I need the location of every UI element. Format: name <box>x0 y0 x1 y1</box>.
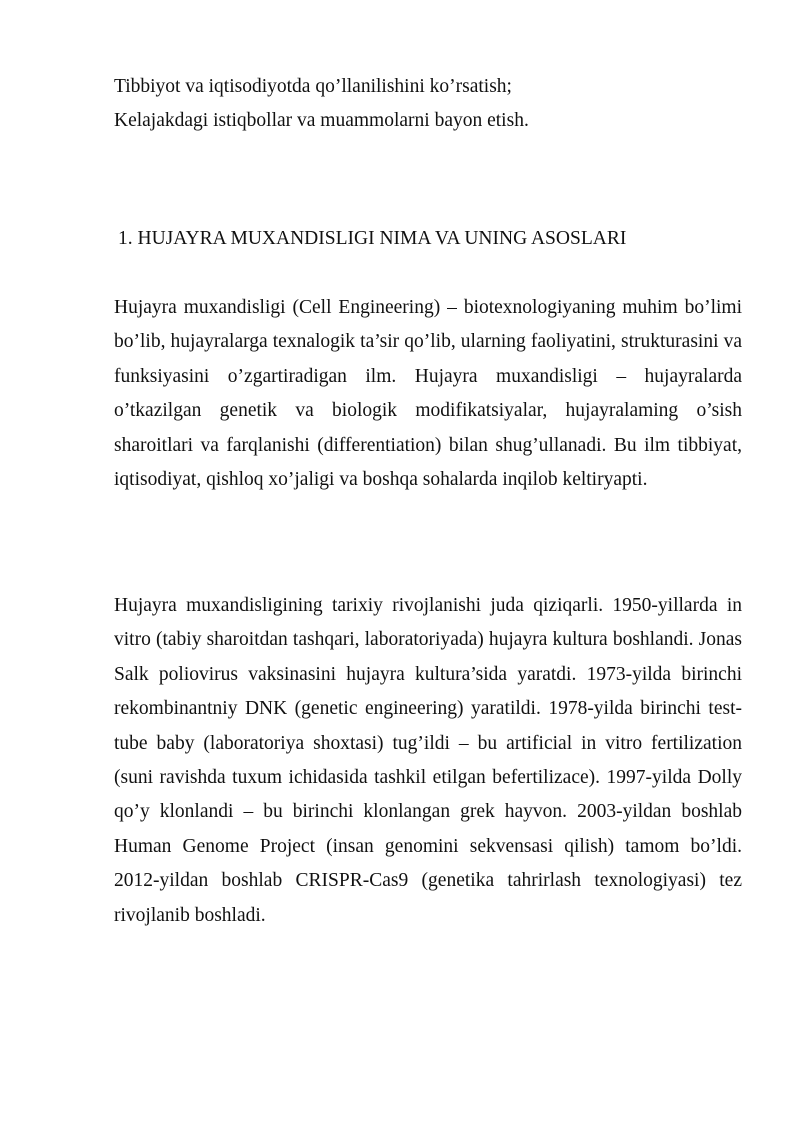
paragraph-history: Hujayra muxandisligining tarixiy rivojlanishi juda qiziqarli. 1950-yillarda in vitro (tabiy sharoitdan tashqari, laboratoriyada) hujayra kultura boshlandi. Jonas Salk poliovirus vaksinasini hujayra kultura’sida yaratdi. 1973-yilda birinchi rekombinantniy DNK (genetic engineering) yaratildi. 1978-yilda birinchi test-tube baby (laboratoriya shoxtasi) tug’ildi – bu artificial in vitro fertilization (suni ravishda tuxum ichidasida tashkil etilgan befertilizace). 1997-yilda Dolly qo’y klonlandi – bu birinchi klonlangan grek hayvon. 2003-yildan boshlab Human Genome Project (insan genomini sekvensasi qilish) tamom bo’ldi. 2012-yildan boshlab CRISPR-Cas9 (genetika tahrirlash texnologiyasi) tez rivojlanib boshladi. <box>114 595 742 926</box>
paragraph-definition: Hujayra muxandisligi (Cell Engineering) – biotexnologiyaning muhim bo’limi bo’lib, hujayralarga texnalogik ta’sir qo’lib, ularning faoliyatini, strukturasini va funksiyasini o’zgartiradigan ilm. Hujayra muxandisligi – hujayralarda o’tkazilgan genetik va biologik modifikatsiyalar, hujayralaming o’sish sharoitlari va farqlanishi (differentiation) bilan shug’ullanadi. Bu ilm tibbiyat, iqtisodiyat, qishloq xo’jaligi va boshqa sohalarda inqilob keltiryapti. <box>114 297 742 491</box>
intro-list <box>114 70 754 138</box>
section-heading: 1. HUJAYRA MUXANDISLIGI NIMA VA UNING ASOSLARI <box>118 228 627 249</box>
intro-line: Kelajakdagi istiqbollar va muammolarni bayon etish. <box>114 110 529 131</box>
intro-line: Tibbiyot va iqtisodiyotda qo’llanilishini ko’rsatish; <box>114 76 512 97</box>
